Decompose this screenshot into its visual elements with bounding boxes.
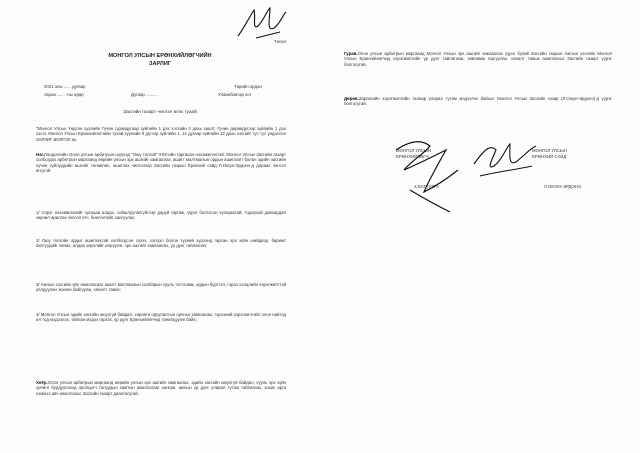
- president-title-1: МОНГОЛ УЛСЫН: [396, 148, 431, 153]
- article-four: [344, 96, 612, 107]
- article-three: [344, 51, 612, 67]
- article-one-text: Лондонгийн Олон улсын арбитрын шүүхэд "Оюу толгой" ХХК-ийн гаргасан нэхэмжлэлтэй, Монгол Улсын Засгийн газарт холбогдох арбитрын маргаанд өөрийн улсын эрх ашгийг хамгаалах, ашигт малтмалын ордын ашиглалт болон эдийн засгийн хүчин зүйлүүдийн ашгийг төлөвлөх, ашиглах чиглэлээр Засгийн газрын Ерөнхий сайд Л.Оюун-Эрдэнэ-д дараах чиглэл өгсүгэй:: [36, 152, 286, 173]
- article-two-label: Хоёр.: [36, 380, 48, 385]
- intro-paragraph: "Монгол Улсын Үндсэн хуулийн Гучин гуравдугаар зүйлийн 1 дэх хэсгийн 3 дахь заалт, Гучин дөрөвдүгээр зүйлийн 1 дэх хэсэг, Монгол Улсын Ерөнхийлөгчийн тухай хуулийн 9 дүгээр зүйлийн 1, 12 дугаар зүйлийн 12 дахь хэсгийг тус тус үндэслэн ЗАРЛИГ БОЛГОХ нь:: [36, 126, 286, 142]
- article-four-text: Зарлигийн хэрэгжилтийн талаар улирал тутам мэдээлэх байхыг Монгол Улсын Засгийн газар (Л.Оюун-Эрдэнэ)-д үүрэг болгосугай.: [344, 96, 612, 107]
- article-two-text: Олон улсын арбитрын маргаанд өөрийн улсын эрх ашгийг хамгаалах, эдийн засгийн аюулгүй байдал, хууль эрх зүйн орчинг бүрдүүлэхэд оролцогч талуудын хамтын ажиллагааг хангаж, ажлын үр дүнг улирал тутам тайлагнах, зохих арга хэмжээ авч ажиллахыг Засгийн газарт даалгасугай.: [36, 380, 286, 396]
- pm-title-2: ЕРӨНХИЙ САЙД: [532, 154, 567, 159]
- pm-title-1: МОНГОЛ УЛСЫН: [532, 148, 567, 153]
- place-line-2: Улаанбаатар хот: [218, 92, 252, 97]
- decree-number: Дугаар ..........: [131, 92, 158, 97]
- top-signature: [236, 6, 288, 42]
- list-item-1: 1/ Сэрэг нэхэмжлэлийг хугацаа алдах, хойшлуулахгүйгээр даруй гаргаж, үүрэг болгосон хугацаатай, тодорхой давхардал зөрчил арилгах чиглэл өгч, биелэлтийг хангуулах;: [36, 210, 286, 221]
- decree-title-sub: ЗАРЛИГ: [148, 61, 172, 67]
- date-line-2: сарын ...... -ны өдөр: [44, 92, 84, 97]
- article-three-label: Гурав.: [344, 51, 358, 56]
- pm-signature: [470, 136, 540, 186]
- president-signature: [390, 120, 470, 215]
- list-item-4: 4/ Монгол Улсын эдийн засгийн аюулгүй байдал, хөрөнгө оруулалтын орчныг хамгаалах, гэрээний хэрэгжилтийг олон нийтэд ил тод мэдээлэх, тайлан мэдээ гаргах, үр дүнг Ерөнхийлөгчид танилцуулж байх;: [36, 312, 286, 323]
- president-title-2: ЕРӨНХИЙЛӨГЧ: [396, 154, 429, 159]
- list-item-2: 2/ Оюу толгойн ордыг ашиглахтай холбогдсон гэрээ, хэлцэл болон түүний хүрээнд гарсан эрх зүйн шийдвэр, баримт бичгүүдийг хянах, алдаа зөрчлийг илрүүлж, эрх ашгийг хамгаалах, үр дүнг тайлагнах;: [36, 238, 286, 249]
- president-name: Х.БАТТУЛГА: [414, 184, 439, 189]
- pm-name: Л.ОЮУН-ЭРДЭНЭ: [544, 184, 581, 189]
- right-page: [320, 0, 640, 453]
- place-line-1: Төрийн ордон: [234, 84, 262, 89]
- article-three-text: Олон улсын арбитрын маргаанд Монгол Улсын эрх ашгийг хамгаалах үүрэг бүхий Засгийн газрын Ажлын хэсгийн Монгол Улсын Ерөнхийлөгчид хэрэгжилтийн үр дүнг тайлагнаж, зөвлөмж гаргуулах, хяналт тавьж ажиллахыг Засгийн газарт үүрэг болгосугай.: [344, 51, 612, 67]
- list-item-3: 3/ Ажлын хэсгийн үйл ажиллагааг ашигт малтмалын салбарын хууль тогтоомж, ордын бүртгэл, гэрээ хэлцлийн хэрэгжилттэй уялдуулан зохион байгуулж, хяналт тавих;: [36, 282, 286, 293]
- article-two: [36, 380, 286, 396]
- draft-label: Төсөл: [274, 39, 287, 44]
- decree-subject: Засгийн газарт чиглэл өгөх тухай: [123, 110, 197, 115]
- date-line-1: 2021 оны ...... дугаар: [44, 84, 86, 89]
- article-one: [36, 152, 286, 173]
- article-one-label: Нэг.: [36, 152, 45, 157]
- decree-title: МОНГОЛ УЛСЫН ЕРӨНХИЙЛӨГЧИЙН: [108, 53, 212, 59]
- article-four-label: Дөрөв.: [344, 96, 359, 101]
